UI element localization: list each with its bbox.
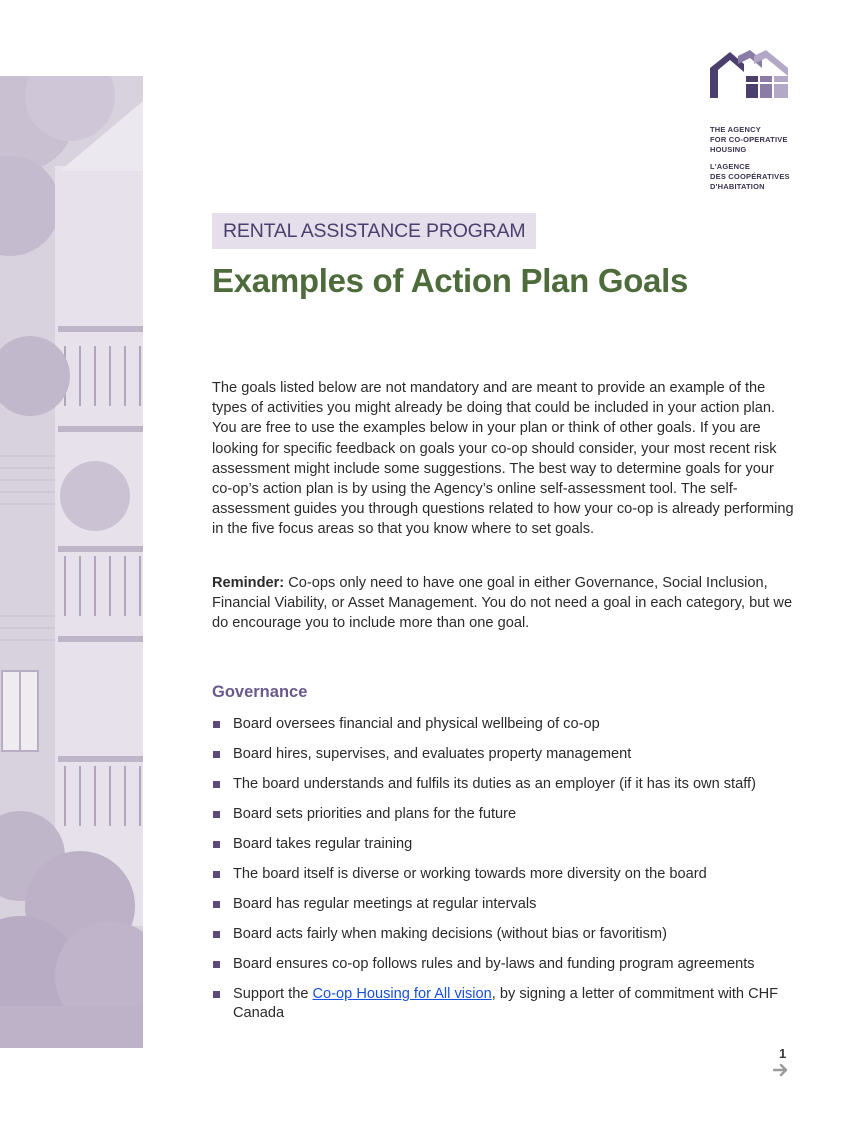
square-bullet-icon <box>213 871 220 878</box>
goal-text: The board itself is diverse or working towards more diversity on the board <box>233 866 707 882</box>
goal-text: Board oversees financial and physical wellbeing of co-op <box>233 716 600 732</box>
logo-wordmark <box>710 125 800 192</box>
list-item <box>212 835 802 854</box>
reminder-text: Co-ops only need to have one goal in either Governance, Social Inclusion, Financial Viability, or Asset Management. You do not need a goal in each category, but we do encourage you to include more than one goal. <box>212 575 793 632</box>
goal-text: Board ensures co-op follows rules and by-laws and funding program agreements <box>233 956 755 972</box>
logo-line: FOR CO-OPERATIVE <box>710 134 788 144</box>
square-bullet-icon <box>213 721 220 728</box>
square-bullet-icon <box>213 811 220 818</box>
building-photo <box>0 76 143 1048</box>
goal-text: Board takes regular training <box>233 836 413 852</box>
intro-paragraph: The goals listed below are not mandatory and are meant to provide an example of the types of activities you might already be doing that could be included in your action plan. You are free to use the examples below in your plan or think of other goals. If you are looking for specific feedback on goals your co-op should consider, your most recent risk assessment might include some suggestions. The best way to determine goals for your co-op’s action plan is by using the Agency’s online self-assessment tool. The self-assessment guides you through questions related to how your co-op is already performing in the five focus areas so that you know where to set goals. <box>212 380 794 538</box>
square-bullet-icon <box>213 901 220 908</box>
goal-text: Board sets priorities and plans for the future <box>233 806 517 822</box>
list-item <box>212 925 802 944</box>
logo-line: L'AGENCE <box>710 162 751 172</box>
goal-text-suffix: , by signing a letter of commitment with CHF Canada <box>233 986 779 1021</box>
list-item <box>212 715 802 734</box>
list-item <box>212 775 802 794</box>
logo-line: D'HABITATION <box>710 181 765 191</box>
goal-text-prefix: Support the <box>233 986 313 1002</box>
goal-text: Board has regular meetings at regular intervals <box>233 896 537 912</box>
square-bullet-icon <box>213 781 220 788</box>
governance-goal-list <box>212 715 802 1034</box>
program-label: RENTAL ASSISTANCE PROGRAM <box>212 213 536 249</box>
list-item <box>212 805 802 824</box>
list-item <box>212 985 802 1022</box>
square-bullet-icon <box>213 991 220 998</box>
square-bullet-icon <box>213 961 220 968</box>
governance-heading: Governance <box>212 683 308 701</box>
co-op-housing-vision-link[interactable]: Co-op Housing for All vision <box>312 986 492 1002</box>
reminder-paragraph <box>212 573 797 634</box>
goal-text: The board understands and fulfils its duties as an employer (if it has its own staff) <box>233 776 756 792</box>
page-title: Examples of Action Plan Goals <box>212 262 689 299</box>
logo-line: THE AGENCY <box>710 125 761 134</box>
list-item <box>212 745 802 764</box>
list-item <box>212 865 802 884</box>
goal-text: Board acts fairly when making decisions (without bias or favoritism) <box>233 926 667 942</box>
logo-line: HOUSING <box>710 144 747 154</box>
goal-text: Board hires, supervises, and evaluates property management <box>233 746 632 762</box>
agency-logo <box>710 50 800 192</box>
square-bullet-icon <box>213 751 220 758</box>
square-bullet-icon <box>213 931 220 938</box>
logo-line: DES COOPÉRATIVES <box>710 172 790 182</box>
list-item <box>212 895 802 914</box>
square-bullet-icon <box>213 841 220 848</box>
reminder-label: Reminder: <box>212 575 285 591</box>
page-number: 1 <box>779 1046 787 1061</box>
house-logo-icon <box>710 50 790 100</box>
list-item <box>212 955 802 974</box>
arrow-right-icon[interactable] <box>773 1063 789 1077</box>
